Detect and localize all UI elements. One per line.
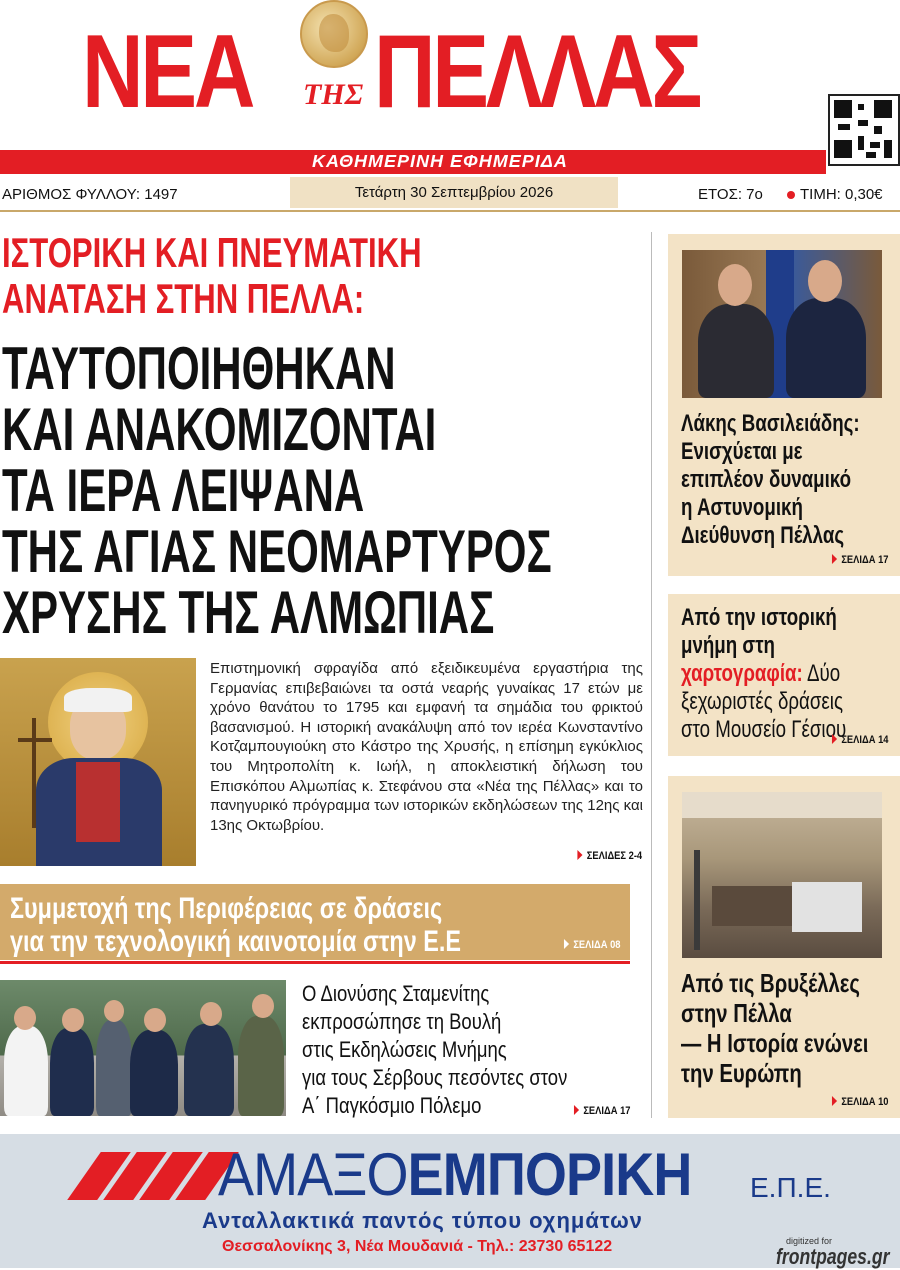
side2-line-rest: Δύο [802, 660, 841, 687]
side2-line: ξεχωριστές δράσεις [681, 688, 843, 715]
side2-line [681, 660, 846, 688]
ad-suffix: Ε.Π.Ε. [750, 1172, 831, 1203]
issue-year: ΕΤΟΣ: 7ο [698, 186, 763, 203]
lead-black-line: ΚΑΙ ΑΝΑΚΟΜΙΖΟΝΤΑΙ [2, 396, 437, 463]
serbs-pageref[interactable] [573, 1105, 630, 1117]
side3-line: την Ευρώπη [681, 1058, 802, 1088]
serbs-line: για τους Σέρβους πεσόντες στον [302, 1065, 568, 1090]
column-divider [651, 232, 652, 1118]
officials-photo[interactable] [682, 250, 882, 398]
lead-black-line: ΧΡΥΣΗΣ ΤΗΣ ΑΛΜΩΠΙΑΣ [2, 579, 495, 646]
lead-body-text: Επιστημονική σφραγίδα από εξειδικευμένα εργαστήρια της Γερμανίας επιβεβαιώνει τα οστά νεαρής γυναίκας 17 ετών με χρόνο θανάτου το 1795 και εμφανή τα σημάδια του φρικτού βασανισμού. Η ιστορική ανακάλυψη από τον ιερέα Κωνσταντίνο Κοτζαμπουγιούκη στο Κάστρο της Χρυσής, η επίσημη εγκύκλιος του Μητροπολίτη κ. Ιωήλ, η αποκλειστική δήλωση του Επισκόπου Αλμωπίας κ. Στεφάνου στα «Νέα της Πέλλας» και το πανηγυρικό πρόγραμμα των ιστορικών εκδηλώσεων της 12ης και 13ης Οκτωβρίου. [210, 660, 643, 834]
lead-red-headline[interactable] [2, 230, 569, 322]
serbs-line: Α΄ Παγκόσμιο Πόλεμο [302, 1093, 482, 1118]
side3-pageref-text: ΣΕΛΙΔΑ 10 [840, 1096, 888, 1108]
ad-address: Θεσσαλονίκης 3, Νέα Μουδανιά - Τηλ.: 23730 65122 [222, 1238, 613, 1255]
side2-pageref[interactable] [831, 734, 888, 746]
side2-highlight: χαρτογραφία: [681, 660, 803, 687]
separator-dot [787, 191, 795, 199]
lead-pageref-text: ΣΕΛΙΔΕΣ 2-4 [586, 850, 642, 862]
arrow-right-icon [577, 850, 582, 860]
issue-date-text: Τετάρτη 30 Σεπτεμβρίου 2026 [354, 184, 554, 201]
side2-pageref-text: ΣΕΛΙΔΑ 14 [840, 734, 888, 746]
arrow-right-icon [831, 554, 836, 564]
region-line: για την τεχνολογική καινοτομία στην Ε.Ε [10, 925, 461, 958]
lead-black-line: ΤΑΥΤΟΠΟΙΗΘΗΚΑΝ [2, 335, 396, 402]
ad-tagline: Ανταλλακτικά παντός τύπου οχημάτων [202, 1208, 643, 1233]
masthead-title-tis: ΤΗΣ [303, 78, 364, 111]
side1-headline [681, 410, 900, 550]
ad-brand [218, 1140, 691, 1209]
serbs-line: εκπροσώπησε τη Βουλή [302, 1009, 502, 1034]
serbs-headline[interactable] [302, 980, 618, 1120]
side1-line: Λάκης Βασιλειάδης: [681, 410, 860, 437]
digitized-label: digitized for [786, 1236, 833, 1246]
masthead-title-left: ΝΕΑ [82, 14, 253, 130]
conference-room-photo[interactable] [682, 792, 882, 958]
region-headline [10, 892, 588, 958]
side1-line: η Αστυνομική [681, 494, 803, 521]
ad-brand-bold: ΕΜΠΟΡΙΚΗ [407, 1141, 692, 1208]
issue-price: ΤΙΜΗ: 0,30€ [800, 186, 883, 203]
side1-line: επιπλέον δυναμικό [681, 466, 852, 493]
lead-red-line: ΑΝΑΤΑΣΗ ΣΤΗΝ ΠΕΛΛΑ: [2, 275, 365, 322]
side2-line: Από την ιστορική [681, 604, 837, 631]
arrow-right-icon [831, 1096, 836, 1106]
region-pageref-text: ΣΕΛΙΔΑ 08 [572, 939, 620, 951]
side3-line: Από τις Βρυξέλλες [681, 968, 860, 998]
side2-headline [681, 604, 893, 744]
header-divider [0, 210, 900, 212]
region-underline [0, 961, 630, 964]
side3-line: — Η Ιστορία ενώνει [681, 1028, 869, 1058]
serbs-line: στις Εκδηλώσεις Μνήμης [302, 1037, 507, 1062]
side3-line: στην Πέλλα [681, 998, 792, 1028]
issue-number: ΑΡΙΘΜΟΣ ΦΥΛΛΟΥ: 1497 [2, 186, 178, 203]
source-site-link[interactable]: frontpages.gr [776, 1244, 890, 1269]
saint-icon-image[interactable] [0, 658, 196, 866]
serbs-line: Ο Διονύσης Σταμενίτης [302, 981, 490, 1006]
issue-date [290, 177, 618, 208]
ad-brand-thin: ΑΜΑΞΟ [218, 1141, 408, 1208]
masthead-subtitle: ΚΑΘΗΜΕΡΙΝΗ ΕΦΗΜΕΡΙΔΑ [312, 151, 568, 171]
region-line: Συμμετοχή της Περιφέρειας σε δράσεις [10, 892, 443, 925]
arrow-right-icon [563, 939, 568, 949]
ad-stripes-icon [54, 1152, 224, 1200]
side3-pageref[interactable] [831, 1096, 888, 1108]
side3-headline [681, 968, 900, 1088]
side2-line: μνήμη στη [681, 632, 775, 659]
region-pageref[interactable] [563, 939, 620, 951]
arrow-right-icon [831, 734, 836, 744]
side1-line: Ενισχύεται με [681, 438, 803, 465]
masthead-title-right: ΠΕΛΛΑΣ [374, 14, 700, 130]
side1-pageref-text: ΣΕΛΙΔΑ 17 [840, 554, 888, 566]
side1-pageref[interactable] [831, 554, 888, 566]
side2-line: στο Μουσείο Γέσιου [681, 716, 847, 743]
qr-code-icon[interactable] [828, 94, 900, 166]
lead-black-line: ΤΑ ΙΕΡΑ ΛΕΙΨΑΝΑ [2, 457, 365, 524]
lead-red-line: ΙΣΤΟΡΙΚΗ ΚΑΙ ΠΝΕΥΜΑΤΙΚΗ [2, 229, 422, 276]
side1-line: Διεύθυνση Πέλλας [681, 522, 845, 549]
lead-pageref[interactable] [577, 850, 642, 862]
lead-black-line: ΤΗΣ ΑΓΙΑΣ ΝΕΟΜΑΡΤΥΡΟΣ [2, 518, 552, 585]
serbs-pageref-text: ΣΕΛΙΔΑ 17 [582, 1105, 630, 1117]
memorial-group-photo[interactable] [0, 980, 286, 1116]
coin-logo-icon [300, 0, 368, 68]
arrow-right-icon [573, 1105, 578, 1115]
